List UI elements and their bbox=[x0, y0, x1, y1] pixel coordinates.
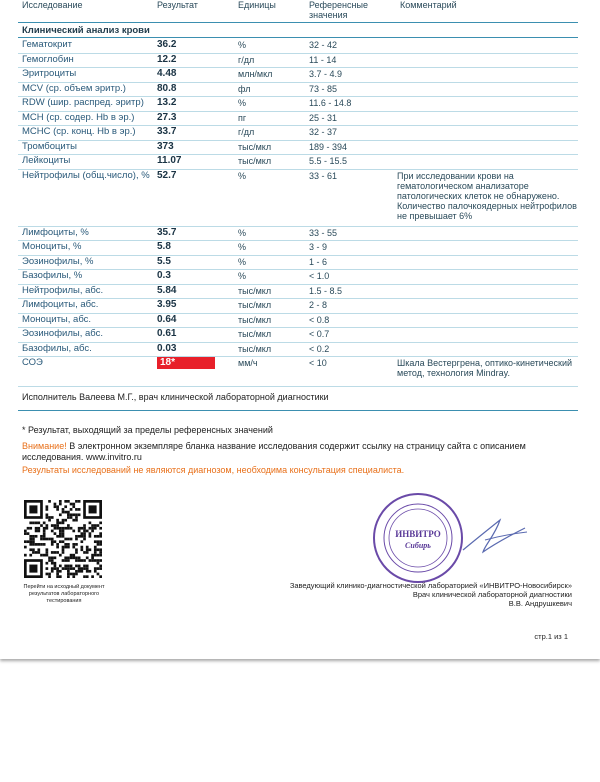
note-divider bbox=[18, 410, 578, 411]
signature-line-3: В.В. Андрушкевич bbox=[508, 599, 572, 608]
result-value-text: 80.8 bbox=[157, 82, 177, 94]
svg-text:ИНВИТРО: ИНВИТРО bbox=[395, 529, 441, 539]
unit-text: % bbox=[238, 170, 247, 181]
test-name-text: MCHC (ср. конц. Hb в эр.) bbox=[22, 126, 136, 137]
test-name bbox=[22, 40, 150, 50]
table-row bbox=[18, 342, 578, 358]
unit bbox=[238, 271, 246, 281]
test-name-text: Лимфоциты, % bbox=[22, 226, 89, 238]
result-value-text: 35.7 bbox=[157, 226, 177, 238]
table-row bbox=[18, 269, 578, 285]
signature-line-2: Врач клинической лабораторной диагностики bbox=[412, 590, 572, 599]
attention-note bbox=[22, 441, 582, 463]
reference-range bbox=[309, 329, 329, 339]
test-name bbox=[22, 257, 150, 267]
test-name-text: Эозинофилы, % bbox=[22, 255, 94, 267]
result-value bbox=[157, 142, 174, 152]
table-row bbox=[18, 356, 578, 387]
reference-range bbox=[309, 257, 327, 267]
reference-range bbox=[309, 40, 337, 50]
result-value bbox=[157, 300, 176, 310]
unit bbox=[238, 315, 271, 325]
unit-text: тыс/мкл bbox=[238, 329, 272, 339]
test-name bbox=[22, 98, 150, 108]
reference-range-text: < 0.7 bbox=[309, 329, 330, 339]
result-value-text: 373 bbox=[157, 140, 174, 152]
comment bbox=[397, 358, 587, 378]
test-name bbox=[22, 358, 150, 368]
table-row bbox=[18, 154, 578, 170]
result-value bbox=[157, 271, 171, 281]
result-value bbox=[157, 156, 181, 166]
table-row bbox=[18, 82, 578, 98]
unit bbox=[238, 84, 250, 94]
test-name-text: Базофилы, % bbox=[22, 270, 83, 281]
test-name bbox=[22, 171, 150, 181]
result-value-text: 4.48 bbox=[157, 68, 177, 79]
test-name bbox=[22, 286, 150, 296]
performer: Исполнитель Валеева М.Г., врач клинической лабораторной диагностики bbox=[22, 392, 329, 402]
result-value-text: 5.5 bbox=[157, 255, 171, 267]
unit-text: % bbox=[238, 227, 247, 238]
unit bbox=[238, 98, 246, 108]
reference-range-text: < 10 bbox=[309, 358, 327, 368]
test-name bbox=[22, 84, 150, 94]
comment-text: При исследовании крови на гематологическом анализаторе патологических клеток не обнаружено. Количество палочкоядерных нейтрофилов не превышает 6% bbox=[397, 170, 577, 221]
reference-range bbox=[309, 315, 329, 325]
result-value-text: 5.8 bbox=[157, 241, 171, 252]
result-value bbox=[157, 257, 171, 267]
result-value-text: 0.64 bbox=[157, 313, 177, 325]
footnote: * Результат, выходящий за пределы референсных значений bbox=[22, 425, 273, 435]
test-name-text: Гематокрит bbox=[22, 39, 73, 50]
result-value bbox=[157, 84, 176, 94]
result-value-text: 0.3 bbox=[157, 270, 171, 281]
test-name-text: MCV (ср. объем эритр.) bbox=[22, 82, 126, 94]
reference-range bbox=[309, 55, 336, 65]
reference-range-text: 189 - 394 bbox=[309, 141, 348, 152]
test-name bbox=[22, 127, 150, 137]
signature-scribble bbox=[455, 510, 535, 560]
test-name bbox=[22, 329, 150, 339]
table-row bbox=[18, 284, 578, 300]
test-name-text: MCH (ср. содер. Hb в эр.) bbox=[22, 111, 135, 123]
header-units: Единицы bbox=[238, 0, 276, 10]
result-value bbox=[157, 358, 215, 368]
test-name-text: Моноциты, % bbox=[22, 241, 82, 252]
reference-range-text: 32 - 42 bbox=[309, 40, 338, 50]
test-name bbox=[22, 271, 150, 281]
test-name bbox=[22, 315, 150, 325]
reference-range-text: < 1.0 bbox=[309, 271, 330, 281]
reference-range bbox=[309, 142, 347, 152]
test-name-text: Моноциты, абс. bbox=[22, 313, 92, 325]
unit bbox=[238, 127, 254, 137]
attention-word: Внимание! bbox=[22, 441, 67, 451]
unit-text: фл bbox=[238, 83, 251, 94]
reference-range-text: < 0.2 bbox=[309, 343, 330, 354]
result-value-text: 5.84 bbox=[157, 284, 177, 296]
unit bbox=[238, 286, 271, 296]
table-row bbox=[18, 298, 578, 314]
test-name bbox=[22, 228, 150, 238]
test-name bbox=[22, 242, 150, 252]
unit bbox=[238, 156, 271, 166]
result-value-text: 27.3 bbox=[157, 111, 177, 123]
unit-text: млн/мкл bbox=[238, 69, 273, 79]
section-title: Клинический анализ крови bbox=[22, 25, 150, 36]
unit-text: тыс/мкл bbox=[238, 300, 272, 310]
unit bbox=[238, 300, 271, 310]
reference-range-text: 3.7 - 4.9 bbox=[309, 69, 343, 79]
unit bbox=[238, 142, 271, 152]
unit bbox=[238, 344, 271, 354]
table-row bbox=[18, 96, 578, 112]
unit bbox=[238, 257, 246, 267]
table-row bbox=[18, 226, 578, 242]
unit-text: тыс/мкл bbox=[238, 314, 272, 325]
table-row bbox=[18, 111, 578, 127]
table-row bbox=[18, 327, 578, 343]
unit-text: тыс/мкл bbox=[238, 343, 272, 354]
test-name-text: Гемоглобин bbox=[22, 53, 74, 65]
header-result: Результат bbox=[157, 0, 198, 10]
test-name bbox=[22, 300, 150, 310]
reference-range bbox=[309, 242, 327, 252]
reference-range-text: 33 - 55 bbox=[309, 227, 338, 238]
header-divider bbox=[18, 22, 578, 23]
test-name bbox=[22, 142, 150, 152]
unit-text: % bbox=[238, 242, 247, 252]
reference-range-text: < 0.8 bbox=[309, 314, 330, 325]
reference-range bbox=[309, 69, 342, 79]
unit-text: тыс/мкл bbox=[238, 141, 272, 152]
unit bbox=[238, 329, 271, 339]
test-name bbox=[22, 69, 150, 79]
table-row bbox=[18, 240, 578, 256]
header-comment: Комментарий bbox=[400, 0, 457, 10]
test-name-text: Тромбоциты bbox=[22, 140, 77, 152]
result-value-text: 13.2 bbox=[157, 97, 177, 108]
qr-code[interactable] bbox=[24, 500, 102, 578]
header-test: Исследование bbox=[22, 0, 83, 10]
test-name bbox=[22, 55, 150, 65]
table-row bbox=[18, 255, 578, 271]
table-row bbox=[18, 140, 578, 156]
test-name-text: Нейтрофилы, абс. bbox=[22, 284, 104, 296]
table-row bbox=[18, 53, 578, 69]
result-value bbox=[157, 98, 176, 108]
table-row bbox=[18, 67, 578, 83]
reference-range bbox=[309, 127, 337, 137]
unit-text: тыс/мкл bbox=[238, 156, 272, 166]
result-value bbox=[157, 69, 176, 79]
result-value-text: 33.7 bbox=[157, 126, 177, 137]
unit-text: тыс/мкл bbox=[238, 285, 272, 296]
reference-range-text: 25 - 31 bbox=[309, 112, 338, 123]
reference-range bbox=[309, 156, 347, 166]
reference-range bbox=[309, 271, 329, 281]
signature-block bbox=[290, 581, 572, 608]
header-ref: Референсные значения bbox=[309, 0, 368, 20]
reference-range bbox=[309, 171, 337, 181]
result-value-text: 36.2 bbox=[157, 39, 177, 50]
attention-text: В электронном экземпляре бланка название исследования содержит ссылку на страницу сайта с описанием исследования. www.invitro.ru bbox=[22, 441, 526, 462]
disclaimer: Результаты исследований не являются диагнозом, необходима консультация специалиста. bbox=[22, 465, 405, 475]
test-name bbox=[22, 344, 150, 354]
test-name-text: Эозинофилы, абс. bbox=[22, 328, 103, 339]
unit-text: г/дл bbox=[238, 127, 255, 137]
reference-range-text: 32 - 37 bbox=[309, 127, 338, 137]
unit-text: % bbox=[238, 40, 247, 50]
reference-range bbox=[309, 228, 337, 238]
test-name-text: Базофилы, абс. bbox=[22, 342, 92, 354]
unit-text: % bbox=[238, 98, 247, 108]
reference-range-text: 73 - 85 bbox=[309, 83, 338, 94]
reference-range-text: 1.5 - 8.5 bbox=[309, 285, 343, 296]
result-value bbox=[157, 286, 176, 296]
result-value-text: 11.07 bbox=[157, 155, 182, 166]
reference-range bbox=[309, 286, 342, 296]
reference-range bbox=[309, 300, 327, 310]
unit-text: мм/ч bbox=[238, 358, 258, 368]
reference-range bbox=[309, 113, 337, 123]
test-name-text: Лейкоциты bbox=[22, 155, 71, 166]
unit bbox=[238, 40, 246, 50]
reference-range bbox=[309, 358, 327, 368]
reference-range-text: 33 - 61 bbox=[309, 170, 338, 181]
unit-text: % bbox=[238, 256, 247, 267]
reference-range bbox=[309, 344, 329, 354]
result-value-text: 52.7 bbox=[157, 169, 177, 181]
unit bbox=[238, 69, 272, 79]
svg-text:Сибирь: Сибирь bbox=[405, 541, 431, 550]
test-name-text: Нейтрофилы (общ.число), % bbox=[22, 169, 150, 181]
result-value bbox=[157, 344, 176, 354]
unit bbox=[238, 242, 246, 252]
reference-range-text: 3 - 9 bbox=[309, 242, 328, 252]
result-value bbox=[157, 113, 176, 123]
table-row bbox=[18, 169, 578, 227]
result-value bbox=[157, 40, 176, 50]
reference-range-text: 5.5 - 15.5 bbox=[309, 156, 348, 166]
reference-range-text: 2 - 8 bbox=[309, 300, 328, 310]
result-value bbox=[157, 171, 176, 181]
result-value bbox=[157, 228, 176, 238]
result-value-text: 3.95 bbox=[157, 299, 177, 310]
reference-range bbox=[309, 98, 351, 108]
unit-text: пг bbox=[238, 112, 247, 123]
result-value-text: 18* bbox=[157, 357, 215, 369]
result-value bbox=[157, 127, 176, 137]
result-value bbox=[157, 329, 176, 339]
table-row bbox=[18, 38, 578, 54]
reference-range bbox=[309, 84, 337, 94]
signature-line-1: Заведующий клинико-диагностической лабораторией «ИНВИТРО-Новосибирск» bbox=[289, 581, 572, 590]
test-name-text: RDW (шир. распред. эритр) bbox=[22, 97, 144, 108]
test-name bbox=[22, 113, 150, 123]
unit bbox=[238, 171, 246, 181]
result-value-text: 0.61 bbox=[157, 328, 177, 339]
reference-range-text: 1 - 6 bbox=[309, 256, 328, 267]
table-row bbox=[18, 125, 578, 141]
comment bbox=[397, 171, 587, 221]
unit-text: г/дл bbox=[238, 54, 255, 65]
comment-text: Шкала Вестергрена, оптико-кинетический метод, технология Mindray. bbox=[397, 358, 573, 378]
unit bbox=[238, 55, 254, 65]
reference-range-text: 11.6 - 14.8 bbox=[309, 98, 352, 108]
test-name bbox=[22, 156, 150, 166]
unit-text: % bbox=[238, 271, 247, 281]
qr-caption: Перейти на исходный документ результатов лабораторного тестирования bbox=[23, 584, 105, 604]
result-value-text: 12.2 bbox=[157, 53, 177, 65]
table-row bbox=[18, 313, 578, 329]
result-value bbox=[157, 315, 176, 325]
lab-stamp bbox=[372, 492, 464, 584]
result-value-text: 0.03 bbox=[157, 342, 177, 354]
result-value bbox=[157, 242, 171, 252]
test-name-text: Эритроциты bbox=[22, 68, 77, 79]
result-value bbox=[157, 55, 176, 65]
reference-range-text: 11 - 14 bbox=[309, 54, 337, 65]
page-number: стр.1 из 1 bbox=[534, 632, 568, 641]
unit bbox=[238, 358, 258, 368]
test-name-text: СОЭ bbox=[22, 357, 43, 368]
unit bbox=[238, 228, 246, 238]
test-name-text: Лимфоциты, абс. bbox=[22, 299, 99, 310]
unit bbox=[238, 113, 246, 123]
